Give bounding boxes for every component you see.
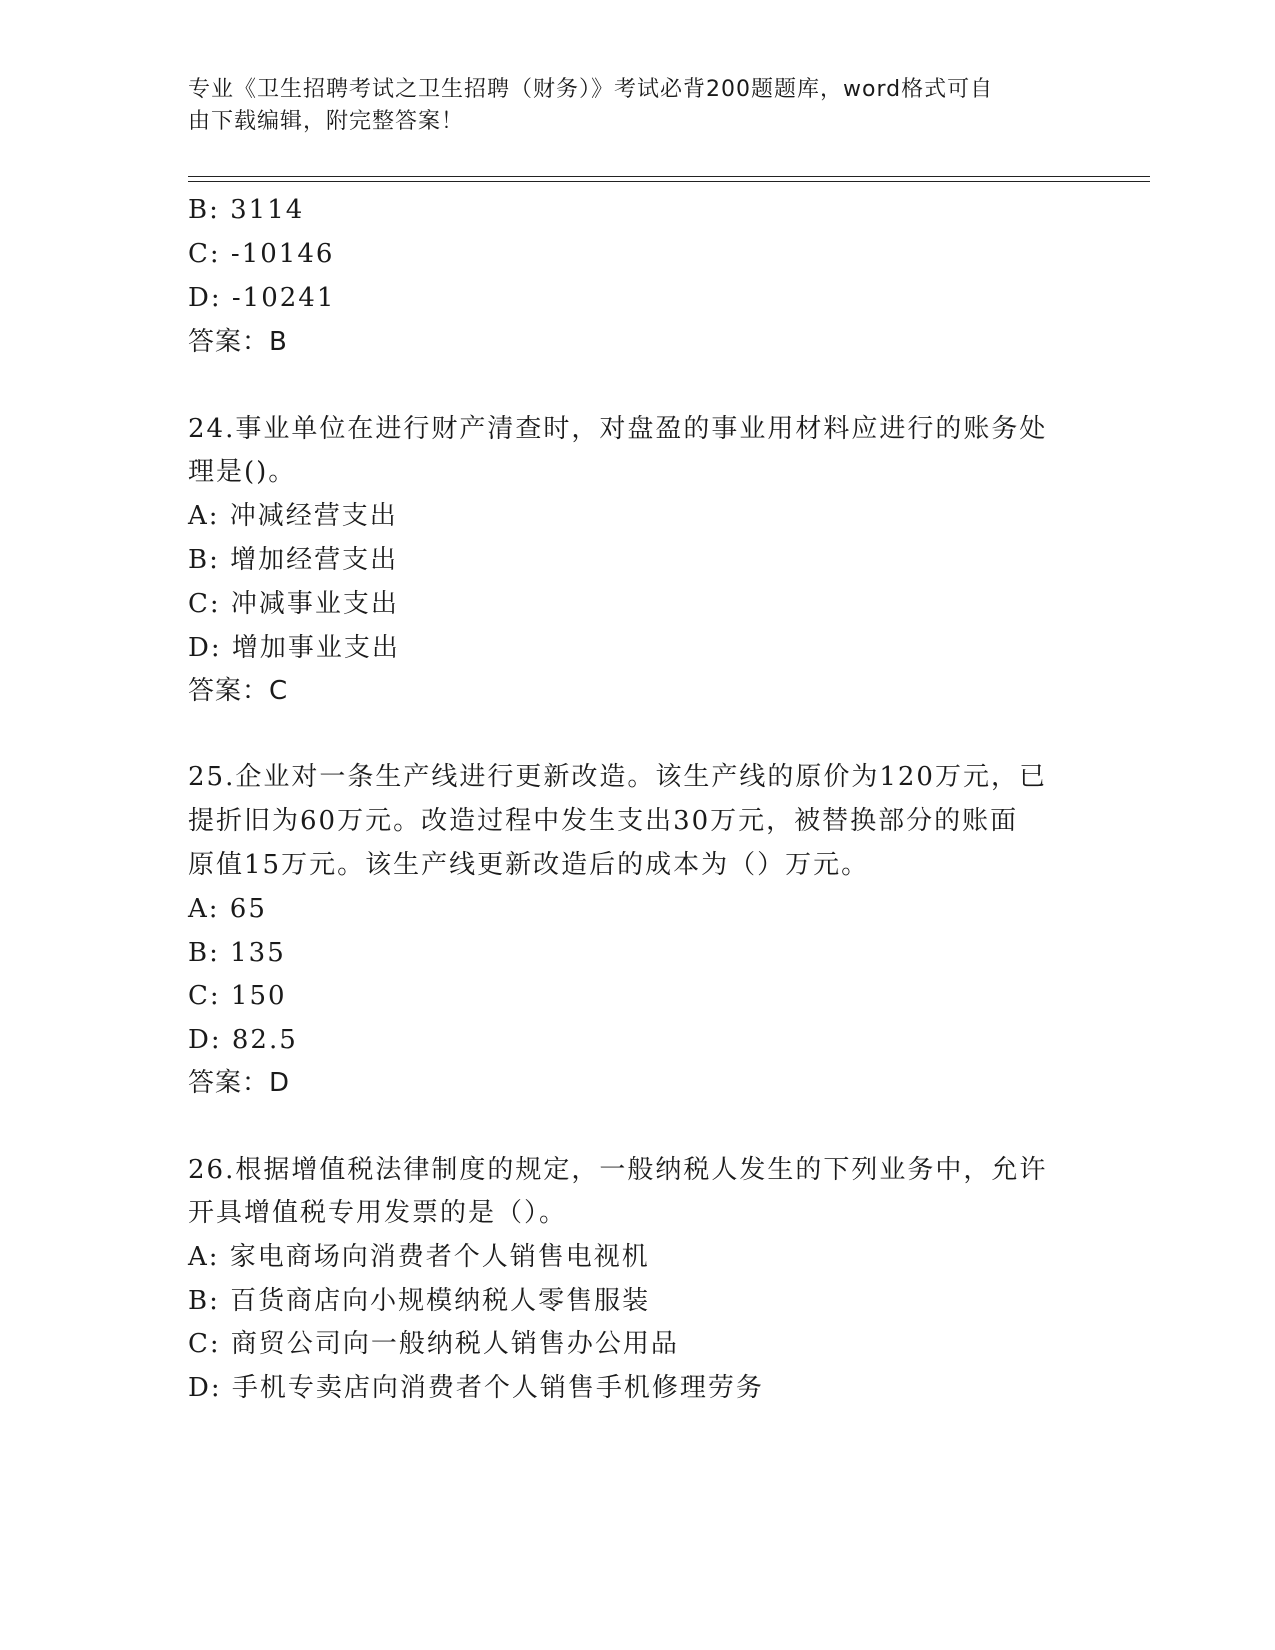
q25-stem-line-3: 原值15万元。该生产线更新改造后的成本为（）万元。 <box>188 850 870 880</box>
q25-option-c: C: 150 <box>188 981 287 1011</box>
q25-stem-line-2: 提折旧为60万元。改造过程中发生支出30万元，被替换部分的账面 <box>188 806 1019 836</box>
q25-answer: 答案：D <box>188 1068 291 1098</box>
q24-answer: 答案：C <box>188 676 289 706</box>
q26-option-c: C: 商贸公司向一般纳税人销售办公用品 <box>188 1329 679 1359</box>
q23-answer: 答案：B <box>188 327 288 357</box>
q25-option-d: D: 82.5 <box>188 1025 298 1055</box>
q26-stem-line-2: 开具增值税专用发票的是（）。 <box>188 1198 568 1228</box>
q24-stem-line-1: 24.事业单位在进行财产清查时，对盘盈的事业用材料应进行的账务处 <box>188 414 1048 444</box>
header-title-line-2: 由下载编辑，附完整答案！ <box>188 109 465 134</box>
q25-option-b: B: 135 <box>188 938 286 968</box>
header-title-line-1: 专业《卫生招聘考试之卫生招聘（财务）》考试必背200题题库，word格式可自 <box>188 77 994 102</box>
q26-option-d: D: 手机专卖店向消费者个人销售手机修理劳务 <box>188 1373 764 1403</box>
q26-stem-line-1: 26.根据增值税法律制度的规定，一般纳税人发生的下列业务中，允许 <box>188 1155 1048 1185</box>
document-header <box>188 74 1068 138</box>
header-divider-bottom <box>188 181 1150 182</box>
q23-option-d: D: -10241 <box>188 283 336 313</box>
q25-option-a: A: 65 <box>188 894 267 924</box>
header-divider-top <box>188 176 1150 177</box>
q26-option-b: B: 百货商店向小规模纳税人零售服装 <box>188 1286 651 1316</box>
q24-option-d: D: 增加事业支出 <box>188 633 400 663</box>
q24-option-c: C: 冲减事业支出 <box>188 589 399 619</box>
q24-stem-line-2: 理是()。 <box>188 457 297 487</box>
q23-option-b: B: 3114 <box>188 195 305 225</box>
q24-option-a: A: 冲减经营支出 <box>188 501 398 531</box>
q23-option-c: C: -10146 <box>188 239 335 269</box>
q25-stem-line-1: 25.企业对一条生产线进行更新改造。该生产线的原价为120万元，已 <box>188 762 1047 792</box>
q24-option-b: B: 增加经营支出 <box>188 545 399 575</box>
q26-option-a: A: 家电商场向消费者个人销售电视机 <box>188 1242 650 1272</box>
